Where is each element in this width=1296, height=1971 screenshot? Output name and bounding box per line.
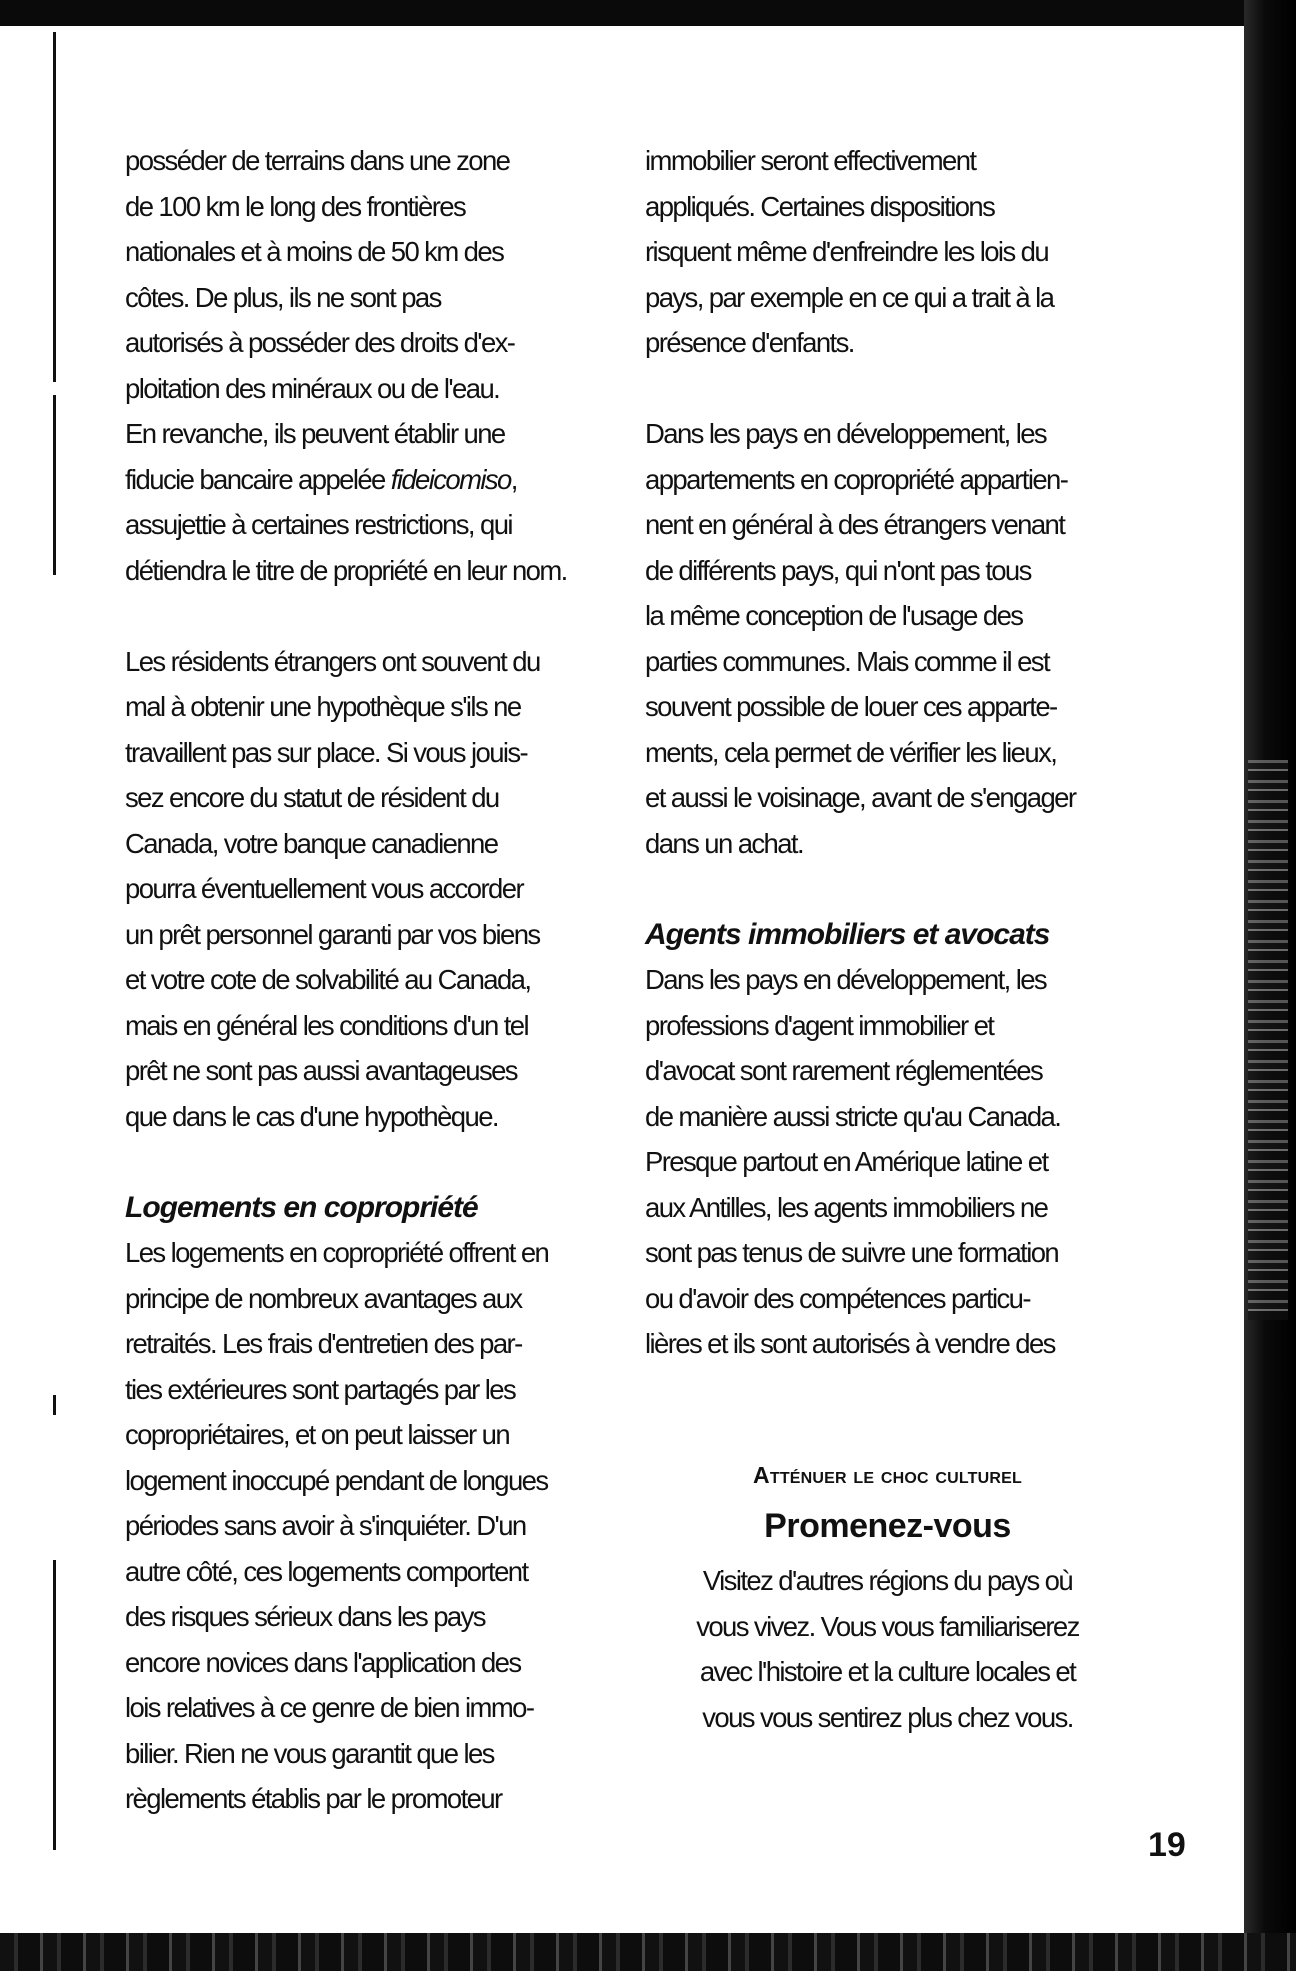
left-column <box>125 138 610 1822</box>
scan-edge-noise <box>1248 760 1288 1320</box>
paragraph-gap <box>125 593 610 639</box>
binding-edge-line <box>53 32 56 382</box>
sidebar-body: Visitez d'autres régions du pays où vous vivez. Vous vous familiariserez avec l'histoire et la culture locales et vous vous sentirez plus chez vous. <box>696 1565 1079 1733</box>
text-run: , <box>510 463 517 495</box>
paragraph-gap <box>645 866 1130 912</box>
paragraph-gap <box>645 366 1130 412</box>
binding-edge-line <box>53 395 56 575</box>
right-paragraph-1: immobilier seront effectivement appliqués. Certaines dispositions risquent même d'enfreindre les lois du pays, par exemple en ce qui a trait à la présence d'enfants. <box>645 145 1054 358</box>
text-run: fiducie bancaire appelée <box>125 463 391 495</box>
left-paragraph-1-end: assujettie à certaines restrictions, qui détiendra le titre de propriété en leur nom. <box>125 509 567 586</box>
sidebar-title: Promenez-vous <box>764 1507 1011 1545</box>
scan-border-top <box>0 0 1296 26</box>
right-paragraph-2: Dans les pays en développement, les appartements en copropriété appartien- nent en général à des étrangers venant de différents pays, qui n'ont pas tous la même conception de l'usage des parties communes. Mais comme il est souvent possible de louer ces apparte- ments, cela permet de vérifier les lieux, et aussi le voisinage, avant de s'engager dans un achat. <box>645 418 1076 859</box>
page-number: 19 <box>1148 1826 1186 1864</box>
binding-edge-line <box>53 1395 56 1415</box>
culture-shock-sidebar <box>645 1452 1130 1740</box>
left-paragraph-1: posséder de terrains dans une zone de 100 km le long des frontières nationales et à moins de 50 km des côtes. De plus, ils ne sont pas autorisés à posséder des droits d'ex- ploitation des minéraux ou de l'eau. En revanche, ils peuvent établir une <box>125 145 515 449</box>
paragraph-gap <box>125 1139 610 1185</box>
scan-border-bottom <box>0 1933 1296 1971</box>
left-paragraph-3: Les logements en copropriété offrent en principe de nombreux avantages aux retraités. Les frais d'entretien des par- ties extérieures sont partagés par les copropriétaires, et on peut laisser un logement inoccupé pendant de longues périodes sans avoir à s'inquiéter. D'un autre côté, ces logements comportent des risques sérieux dans les pays encore novices dans l'application des lois relatives à ce genre de bien immo- bilier. Rien ne vous garantit que les règlements établis par le promoteur <box>125 1237 549 1814</box>
section-heading-condos: Logements en copropriété <box>125 1190 478 1224</box>
left-paragraph-1-line-with-term <box>125 457 610 503</box>
left-paragraph-2: Les résidents étrangers ont souvent du mal à obtenir une hypothèque s'ils ne travaillent pas sur place. Si vous jouis- sez encore du statut de résident du Canada, votre banque canadienne pourra éventuellement vous accorder un prêt personnel garanti par vos biens et votre cote de solvabilité au Canada, mais en général les conditions d'un tel prêt ne sont pas aussi avantageuses que dans le cas d'une hypothèque. <box>125 645 540 1132</box>
right-column <box>645 138 1130 1367</box>
right-paragraph-3: Dans les pays en développement, les professions d'agent immobilier et d'avocat sont rarement réglementées de manière aussi stricte qu'au Canada. Presque partout en Amérique latine et aux Antilles, les agents immobiliers ne sont pas tenus de suivre une formation ou d'avoir des compétences particu- lières et ils sont autorisés à vendre des <box>645 964 1061 1359</box>
binding-edge-line <box>53 1560 56 1850</box>
section-heading-agents: Agents immobiliers et avocats <box>645 917 1050 951</box>
sidebar-kicker: Atténuer le choc culturel <box>753 1462 1022 1488</box>
term-fideicomiso: fideicomiso <box>390 463 511 495</box>
